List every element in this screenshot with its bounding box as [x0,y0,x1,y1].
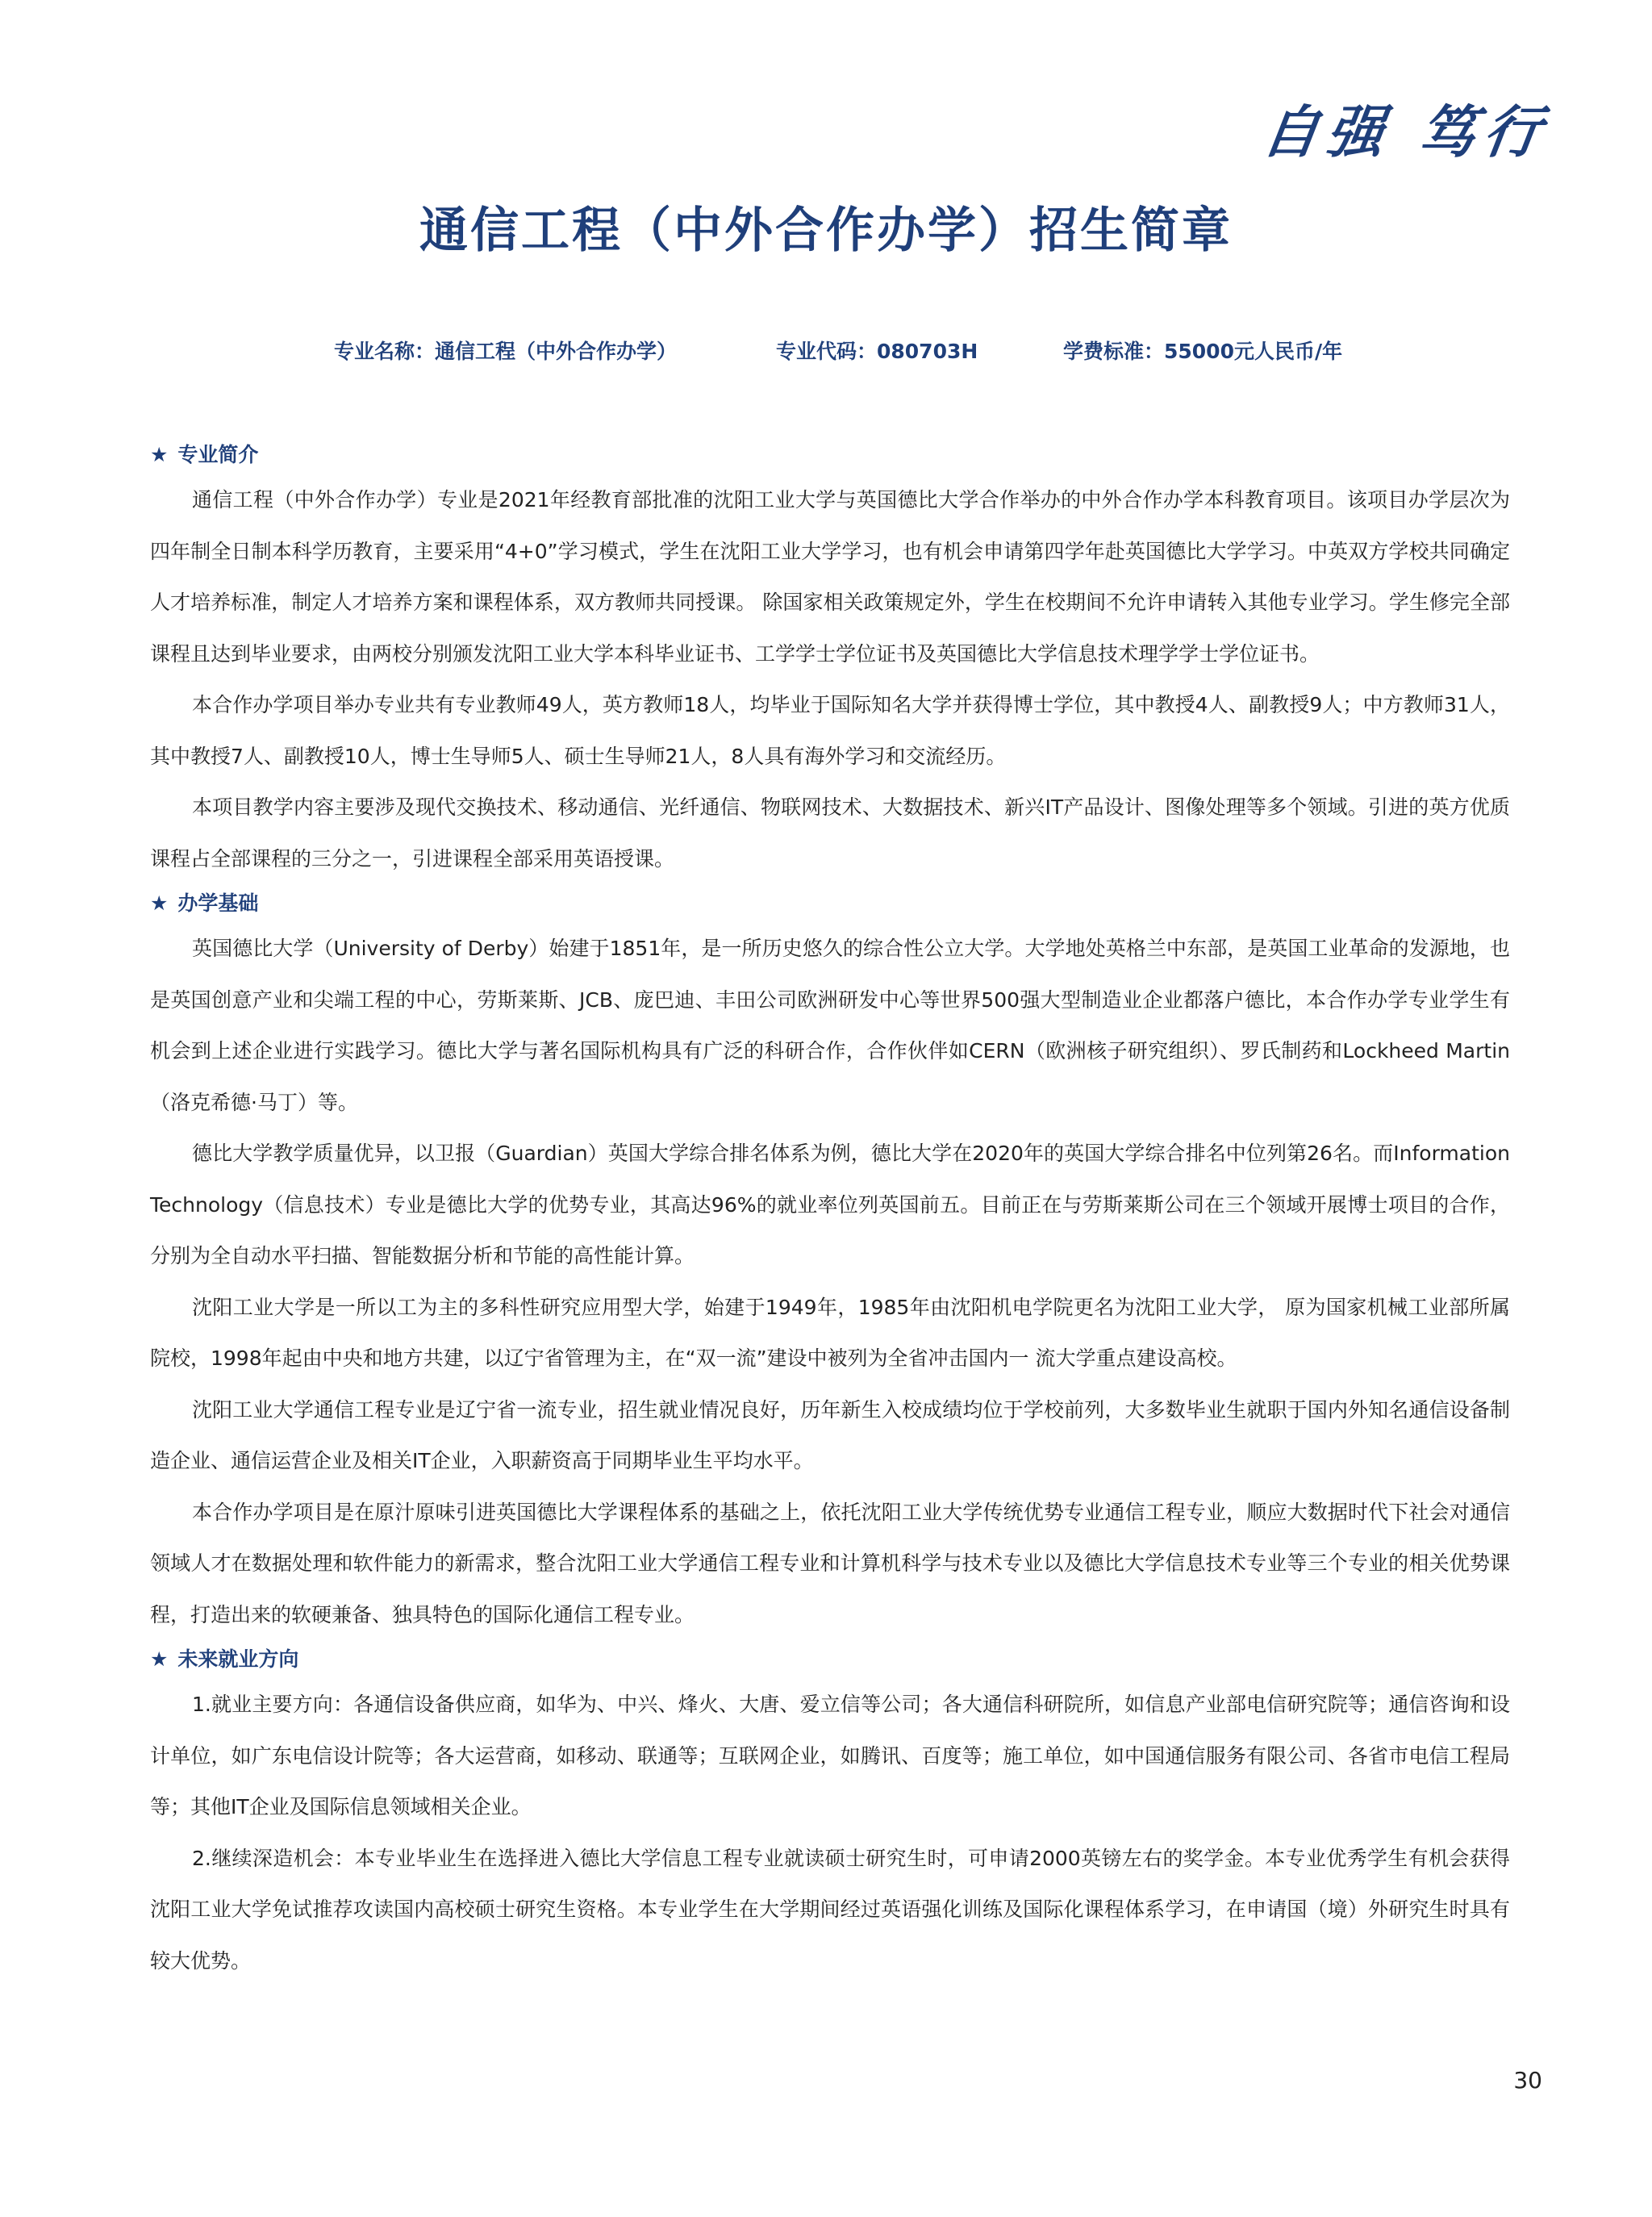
section-heading [150,884,1510,923]
paragraph: 本合作办学项目举办专业共有专业教师49人，英方教师18人，均毕业于国际知名大学并获得博士学位，其中教授4人、副教授9人；中方教师31人，其中教授7人、副教授10人，博士生导师5人、硕士生导师21人，8人具有海外学习和交流经历。 [150,693,1510,768]
page-title: 通信工程（中外合作办学）招生简章 [419,202,1233,259]
section-heading-label: 专业简介 [177,443,259,466]
star-icon: ★ [150,1647,169,1671]
section-heading [150,436,1510,474]
paragraph: 1.就业主要方向：各通信设备供应商，如华为、中兴、烽火、大唐、爱立信等公司；各大通信科研院所，如信息产业部电信研究院等；通信咨询和设计单位，如广东电信设计院等；各大运营商，如移动、联通等；互联网企业，如腾讯、百度等；施工单位，如中国通信服务有限公司、各省市电信工程局等；其他IT企业及国际信息领域相关企业。 [150,1693,1510,1818]
section-heading-label: 办学基础 [177,891,259,915]
section-heading-label: 未来就业方向 [177,1647,299,1671]
page-number: 30 [1513,2067,1542,2094]
section-career [150,1640,1510,1986]
major-info-row [0,336,1652,368]
paragraph: 英国德比大学（University of Derby）始建于1851年，是一所历史悠久的综合性公立大学。大学地处英格兰中东部，是英国工业革命的发源地，也是英国创意产业和尖端工程的中心，劳斯莱斯、JCB、庞巴迪、丰田公司欧洲研发中心等世界500强大型制造业企业都落户德比，本合作办学专业学生有机会到上述企业进行实践学习。德比大学与著名国际机构具有广泛的科研合作，合作伙伴如CERN（欧洲核子研究组织）、罗氏制药和Lockheed Martin（洛克希德·马丁）等。 [150,937,1510,1114]
paragraph: 通信工程（中外合作办学）专业是2021年经教育部批准的沈阳工业大学与英国德比大学合作举办的中外合作办学本科教育项目。该项目办学层次为四年制全日制本科学历教育，主要采用“4+0”学习模式，学生在沈阳工业大学学习，也有机会申请第四学年赴英国德比大学学习。中英双方学校共同确定人才培养标准，制定人才培养方案和课程体系，双方教师共同授课。 除国家相关政策规定外，学生在校期间不允许申请转入其他专业学习。学生修完全部课程且达到毕业要求，由两校分别颁发沈阳工业大学本科毕业证书、工学学士学位证书及英国德比大学信息技术理学学士学位证书。 [150,488,1510,666]
major-code: 专业代码：080703H [776,340,978,363]
major-name: 专业名称：通信工程（中外合作办学） [334,340,678,363]
paragraph: 本合作办学项目是在原汁原味引进英国德比大学课程体系的基础之上，依托沈阳工业大学传统优势专业通信工程专业，顺应大数据时代下社会对通信领域人才在数据处理和软件能力的新需求，整合沈阳工业大学通信工程专业和计算机科学与技术专业以及德比大学信息技术专业等三个专业的相关优势课程，打造出来的软硬兼备、独具特色的国际化通信工程专业。 [150,1500,1510,1626]
paragraph: 沈阳工业大学通信工程专业是辽宁省一流专业，招生就业情况良好，历年新生入校成绩均位于学校前列，大多数毕业生就职于国内外知名通信设备制造企业、通信运营企业及相关IT企业，入职薪资高于同期毕业生平均水平。 [150,1397,1510,1472]
paragraph: 沈阳工业大学是一所以工为主的多科性研究应用型大学，始建于1949年，1985年由沈阳机电学院更名为沈阳工业大学， 原为国家机械工业部所属院校，1998年起由中央和地方共建，以辽宁省管理为主，在“双一流”建设中被列为全省冲击国内一 流大学重点建设高校。 [150,1295,1510,1370]
star-icon: ★ [150,891,169,915]
paragraph: 本项目教学内容主要涉及现代交换技术、移动通信、光纤通信、物联网技术、大数据技术、新兴IT产品设计、图像处理等多个领域。引进的英方优质课程占全部课程的三分之一，引进课程全部采用英语授课。 [150,795,1510,871]
section-program-intro [150,436,1510,884]
star-icon: ★ [150,443,169,466]
brochure-content [150,436,1510,1986]
university-motto-logo: 自强 笃行 [1258,98,1554,165]
section-heading [150,1640,1510,1679]
tuition-fee: 学费标准：55000元人民币/年 [1063,340,1343,363]
paragraph: 2.继续深造机会：本专业毕业生在选择进入德比大学信息工程专业就读硕士研究生时，可申请2000英镑左右的奖学金。本专业优秀学生有机会获得沈阳工业大学免试推荐攻读国内高校硕士研究生资格。本专业学生在大学期间经过英语强化训练及国际化课程体系学习，在申请国（境）外研究生时具有较大优势。 [150,1846,1510,1973]
section-foundation [150,884,1510,1640]
paragraph: 德比大学教学质量优异，以卫报（Guardian）英国大学综合排名体系为例，德比大学在2020年的英国大学综合排名中位列第26名。而Information Technology（信息技术）专业是德比大学的优势专业，其高达96%的就业率位列英国前五。目前正在与劳斯莱斯公司在三个领域开展博士项目的合作，分别为全自动水平扫描、智能数据分析和节能的高性能计算。 [150,1142,1510,1267]
